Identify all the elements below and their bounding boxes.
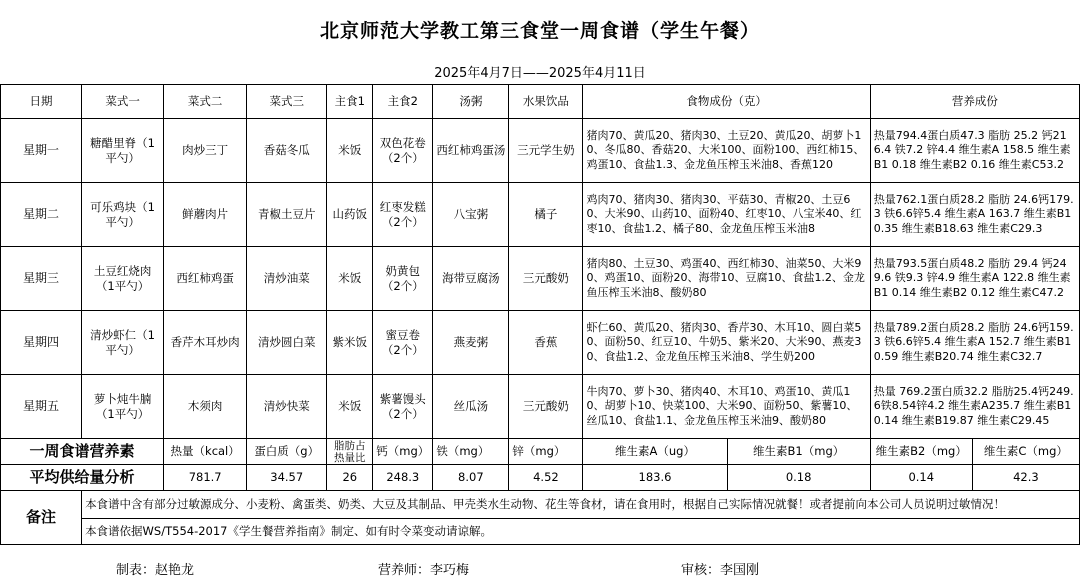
- dish1: 清炒虾仁（1平勺）: [82, 311, 164, 375]
- day-label: 星期二: [1, 183, 82, 247]
- staple1: 米饭: [327, 247, 373, 311]
- weekly-header-vitc: 维生素C（mg）: [972, 439, 1079, 465]
- notes-label: 备注: [1, 491, 82, 545]
- day-label: 星期三: [1, 247, 82, 311]
- allergen-note: 本食谱中含有部分过敏源成分、小麦粉、禽蛋类、奶类、大豆及其制品、甲壳类水生动物、花生等食材，请在食用时，根据自己实际情况就餐！或者提前向本公司人员说明过敏情况！: [82, 491, 1080, 519]
- staple2: 紫薯馒头（2个）: [373, 375, 433, 439]
- weekly-value-calcium: 248.3: [373, 465, 433, 491]
- dish2: 鲜蘑肉片: [164, 183, 247, 247]
- header-row: [1, 85, 1080, 119]
- nutrition: 热量762.1蛋白质28.2 脂肪 24.6钙179.3 铁6.6锌5.4 维生素A 163.7 维生素B10.35 维生素B18.63 维生素C29.3: [870, 183, 1079, 247]
- fruit: 三元酸奶: [509, 247, 583, 311]
- soup: 丝瓜汤: [433, 375, 509, 439]
- dish3: 清炒油菜: [247, 247, 327, 311]
- soup: 海带豆腐汤: [433, 247, 509, 311]
- weekly-header-energy: 热量（kcal）: [164, 439, 247, 465]
- header-nutrition: 营养成份: [870, 85, 1079, 119]
- day-row-tue: [1, 183, 1080, 247]
- staple2: 红枣发糕（2个）: [373, 183, 433, 247]
- weekly-header-calcium: 钙（mg）: [373, 439, 433, 465]
- soup: 八宝粥: [433, 183, 509, 247]
- dish3: 香菇冬瓜: [247, 119, 327, 183]
- day-label: 星期五: [1, 375, 82, 439]
- soup: 燕麦粥: [433, 311, 509, 375]
- weekly-header-row: [1, 439, 1080, 465]
- staple1: 米饭: [327, 119, 373, 183]
- dish1: 萝卜炖牛腩（1平勺）: [82, 375, 164, 439]
- notes-row-1: [1, 491, 1080, 519]
- day-row-thu: [1, 311, 1080, 375]
- dish1: 糖醋里脊（1平勺）: [82, 119, 164, 183]
- weekly-header-zinc: 锌（mg）: [509, 439, 583, 465]
- day-row-fri: [1, 375, 1080, 439]
- weekly-value-fat: 26: [327, 465, 373, 491]
- menu-table: [0, 84, 1080, 545]
- weekly-value-energy: 781.7: [164, 465, 247, 491]
- day-row-mon: [1, 119, 1080, 183]
- staple2: 蜜豆卷（2个）: [373, 311, 433, 375]
- weekly-header-vitb1: 维生素B1（mg）: [727, 439, 870, 465]
- dietitian-credit: 营养师：李巧梅: [378, 563, 470, 578]
- nutrition: 热量794.4蛋白质47.3 脂肪 25.2 钙216.4 铁7.2 锌4.4 维生素A 158.5 维生素B1 0.18 维生素B2 0.16 维生素C53.2: [870, 119, 1079, 183]
- weekly-value-iron: 8.07: [433, 465, 509, 491]
- header-dish2: 菜式二: [164, 85, 247, 119]
- fruit: 橘子: [509, 183, 583, 247]
- fruit: 三元酸奶: [509, 375, 583, 439]
- weekly-value-vita: 183.6: [583, 465, 727, 491]
- ingredients: 牛肉70、萝卜30、猪肉40、木耳10、鸡蛋10、黄瓜10、胡萝卜10、快菜100、大米90、面粉50、紫薯10、丝瓜10、食盐1.1、金龙鱼压榨玉米油9、酸奶80: [583, 375, 870, 439]
- nutrition: 热量789.2蛋白质28.2 脂肪 24.6钙159.3 铁6.6锌5.4 维生素A 152.7 维生素B10.59 维生素B20.74 维生素C32.7: [870, 311, 1079, 375]
- date-range: 2025年4月7日——2025年4月11日: [434, 65, 646, 81]
- fruit: 香蕉: [509, 311, 583, 375]
- fruit: 三元学生奶: [509, 119, 583, 183]
- header-staple1: 主食1: [327, 85, 373, 119]
- nutrition: 热量793.5蛋白质48.2 脂肪 29.4 钙249.6 铁9.3 锌4.9 维生素A 122.8 维生素B1 0.14 维生素B2 0.12 维生素C47.2: [870, 247, 1079, 311]
- staple1: 紫米饭: [327, 311, 373, 375]
- weekly-label: 一周食谱营养素: [1, 439, 164, 465]
- staple2: 奶黄包（2个）: [373, 247, 433, 311]
- weekly-header-protein: 蛋白质（g）: [247, 439, 327, 465]
- dish2: 香芹木耳炒肉: [164, 311, 247, 375]
- dish2: 木须肉: [164, 375, 247, 439]
- weekly-value-vitc: 42.3: [972, 465, 1079, 491]
- weekly-header-iron: 铁（mg）: [433, 439, 509, 465]
- reviewer-credit: 审核：李国刚: [681, 563, 760, 578]
- day-label: 星期一: [1, 119, 82, 183]
- weekly-analysis-label: 平均供给量分析: [1, 465, 164, 491]
- dish1: 可乐鸡块（1平勺）: [82, 183, 164, 247]
- notes-row-2: [1, 519, 1080, 545]
- weekly-value-vitb2: 0.14: [870, 465, 972, 491]
- weekly-header-fat: 脂肪占热量比: [327, 439, 373, 465]
- weekly-header-vitb2: 维生素B2（mg）: [870, 439, 972, 465]
- weekly-value-protein: 34.57: [247, 465, 327, 491]
- weekly-value-zinc: 4.52: [509, 465, 583, 491]
- header-dish3: 菜式三: [247, 85, 327, 119]
- weekly-header-vita: 维生素A（ug）: [583, 439, 727, 465]
- header-date: 日期: [1, 85, 82, 119]
- nutrition: 热量 769.2蛋白质32.2 脂肪25.4钙249.6铁8.54锌4.2 维生素A235.7 维生素B10.14 维生素B19.87 维生素C29.45: [870, 375, 1079, 439]
- weekly-value-vitb1: 0.18: [727, 465, 870, 491]
- header-ingredients: 食物成份（克）: [583, 85, 870, 119]
- header-soup: 汤粥: [433, 85, 509, 119]
- dish2: 肉炒三丁: [164, 119, 247, 183]
- dish3: 清炒圆白菜: [247, 311, 327, 375]
- dish3: 青椒土豆片: [247, 183, 327, 247]
- ingredients: 猪肉80、土豆30、鸡蛋40、西红柿30、油菜50、大米90、鸡蛋10、面粉20、海带10、豆腐10、食盐1.2、金龙鱼压榨玉米油8、酸奶80: [583, 247, 870, 311]
- day-label: 星期四: [1, 311, 82, 375]
- dish3: 清炒快菜: [247, 375, 327, 439]
- day-row-wed: [1, 247, 1080, 311]
- footer: [0, 556, 1080, 581]
- staple2: 双色花卷（2个）: [373, 119, 433, 183]
- page-title: 北京师范大学教工第三食堂一周食谱（学生午餐）: [319, 19, 760, 42]
- soup: 西红柿鸡蛋汤: [433, 119, 509, 183]
- maker-credit: 制表：赵艳龙: [116, 563, 195, 578]
- staple1: 米饭: [327, 375, 373, 439]
- weekly-value-row: [1, 465, 1080, 491]
- staple1: 山药饭: [327, 183, 373, 247]
- header-dish1: 菜式一: [82, 85, 164, 119]
- dish2: 西红柿鸡蛋: [164, 247, 247, 311]
- ingredients: 猪肉70、黄瓜20、猪肉30、土豆20、黄瓜20、胡萝卜10、冬瓜80、香菇20、大米100、面粉100、西红柿15、鸡蛋10、食盐1.3、金龙鱼压榨玉米油8、香蕉120: [583, 119, 870, 183]
- guideline-note: 本食谱依据WS/T554-2017《学生餐营养指南》制定、如有时令菜变动请谅解。: [82, 519, 1080, 545]
- dish1: 土豆红烧肉（1平勺）: [82, 247, 164, 311]
- ingredients: 鸡肉70、猪肉30、猪肉30、平菇30、青椒20、土豆60、大米90、山药10、面粉40、红枣10、八宝米40、红枣10、食盐1.2、橘子80、金龙鱼压榨玉米油8: [583, 183, 870, 247]
- ingredients: 虾仁60、黄瓜20、猪肉30、香芹30、木耳10、圆白菜50、面粉50、红豆10、牛奶5、紫米20、大米90、燕麦30、食盐1.2、金龙鱼压榨玉米油8、学生奶200: [583, 311, 870, 375]
- header-staple2: 主食2: [373, 85, 433, 119]
- header-fruit: 水果饮品: [509, 85, 583, 119]
